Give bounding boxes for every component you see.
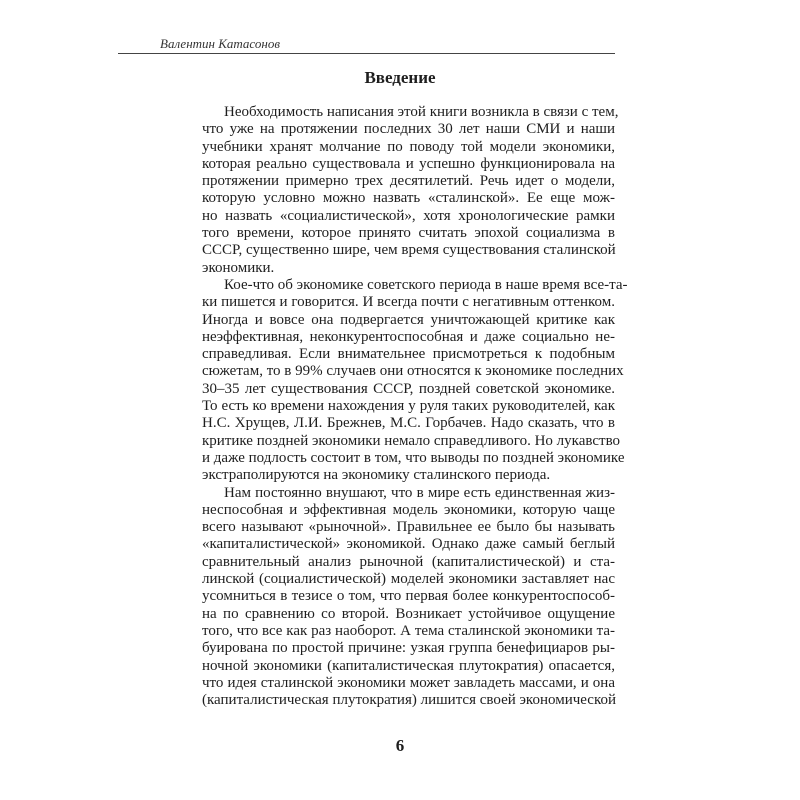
- text-line: критике поздней экономики немало справедливого. Но лукавство: [202, 432, 621, 449]
- text-line: Иногда и вовсе она подвергается уничтожающей критике как: [202, 311, 615, 328]
- text-line: ки пишется и говорится. И всегда почти с негативным оттенком.: [202, 294, 615, 311]
- text-line: СССР, существенно шире, чем время существования сталинской: [202, 242, 616, 259]
- text-line: что идея сталинской экономики может завладеть массами, и она: [202, 674, 615, 691]
- running-head-author: Валентин Катасонов: [160, 36, 280, 51]
- text-line: и даже подлость состоит в том, что выводы по поздней экономике: [202, 449, 625, 466]
- text-line: всего называют «рыночной». Правильнее ее было бы называть: [202, 519, 615, 536]
- text-line: того, что все как раз наоборот. А тема сталинской экономики та-: [202, 622, 615, 639]
- text-line: (капиталистическая плутократия) лишится своей экономической: [202, 692, 617, 709]
- text-line: того времени, которое принято считать эпохой социализма в: [202, 225, 615, 242]
- text-line: Нам постоянно внушают, что в мире есть единственная жиз-: [224, 484, 615, 501]
- text-line: 30–35 лет существования СССР, поздней советской экономике.: [202, 380, 615, 397]
- text-line: которую условно можно назвать «сталинской». Ее еще мож-: [202, 190, 615, 207]
- text-line: «капиталистической» экономикой. Однако даже самый беглый: [202, 536, 615, 553]
- page-number: 6: [395, 736, 405, 755]
- text-line: линской (социалистической) моделей экономики заставляет нас: [202, 571, 615, 588]
- paragraph: [202, 276, 628, 485]
- text-line: сюжетам, то в 99% случаев они относятся к экономике последних: [202, 363, 624, 380]
- text-line: Н.С. Хрущев, Л.И. Брежнев, М.С. Горбачев. Надо сказать, что в: [202, 415, 615, 432]
- text-line: экономики.: [202, 259, 275, 276]
- text-line: на по сравнению со второй. Возникает устойчивое ощущение: [202, 605, 615, 622]
- text-line: неэффективная, неконкурентоспособная и даже социально не-: [202, 328, 615, 345]
- text-line: но назвать «социалистической», хотя хронологические рамки: [202, 207, 615, 224]
- text-line: сравнительный анализ рыночной (капиталистической) и ста-: [202, 553, 615, 570]
- text-line: Необходимость написания этой книги возникла в связи с тем,: [224, 104, 619, 120]
- text-line: неспособная и эффективная модель экономики, которую чаще: [202, 501, 615, 518]
- text-line: протяжении примерно трех десятилетий. Речь идет о модели,: [202, 173, 615, 190]
- text-line: буирована по простой причине: узкая группа бенефициаров ры-: [202, 640, 615, 657]
- text-line: То есть ко времени нахождения у руля таких руководителей, как: [202, 398, 615, 415]
- text-line: Кое-что об экономике советского периода в наше время все-та-: [224, 276, 628, 293]
- paragraph: [202, 104, 619, 277]
- text-line: что уже на протяжении последних 30 лет наши СМИ и наши: [202, 121, 615, 138]
- text-line: справедливая. Если внимательнее присмотреться к подобным: [202, 346, 615, 363]
- header-rule: [118, 53, 615, 54]
- text-line: которая реально существовала и успешно функционировала на: [202, 155, 615, 172]
- body-text: [202, 104, 628, 709]
- text-line: экстраполируются на экономику сталинского периода.: [202, 467, 551, 484]
- paragraph: [202, 485, 615, 710]
- text-line: учебники хранят молчание по поводу той модели экономики,: [202, 138, 615, 155]
- text-line: ночной экономики (капиталистическая плутократия) опасается,: [202, 657, 615, 674]
- chapter-title: Введение: [364, 68, 436, 87]
- text-line: усомниться в тезисе о том, что первая более конкурентоспособ-: [202, 588, 615, 605]
